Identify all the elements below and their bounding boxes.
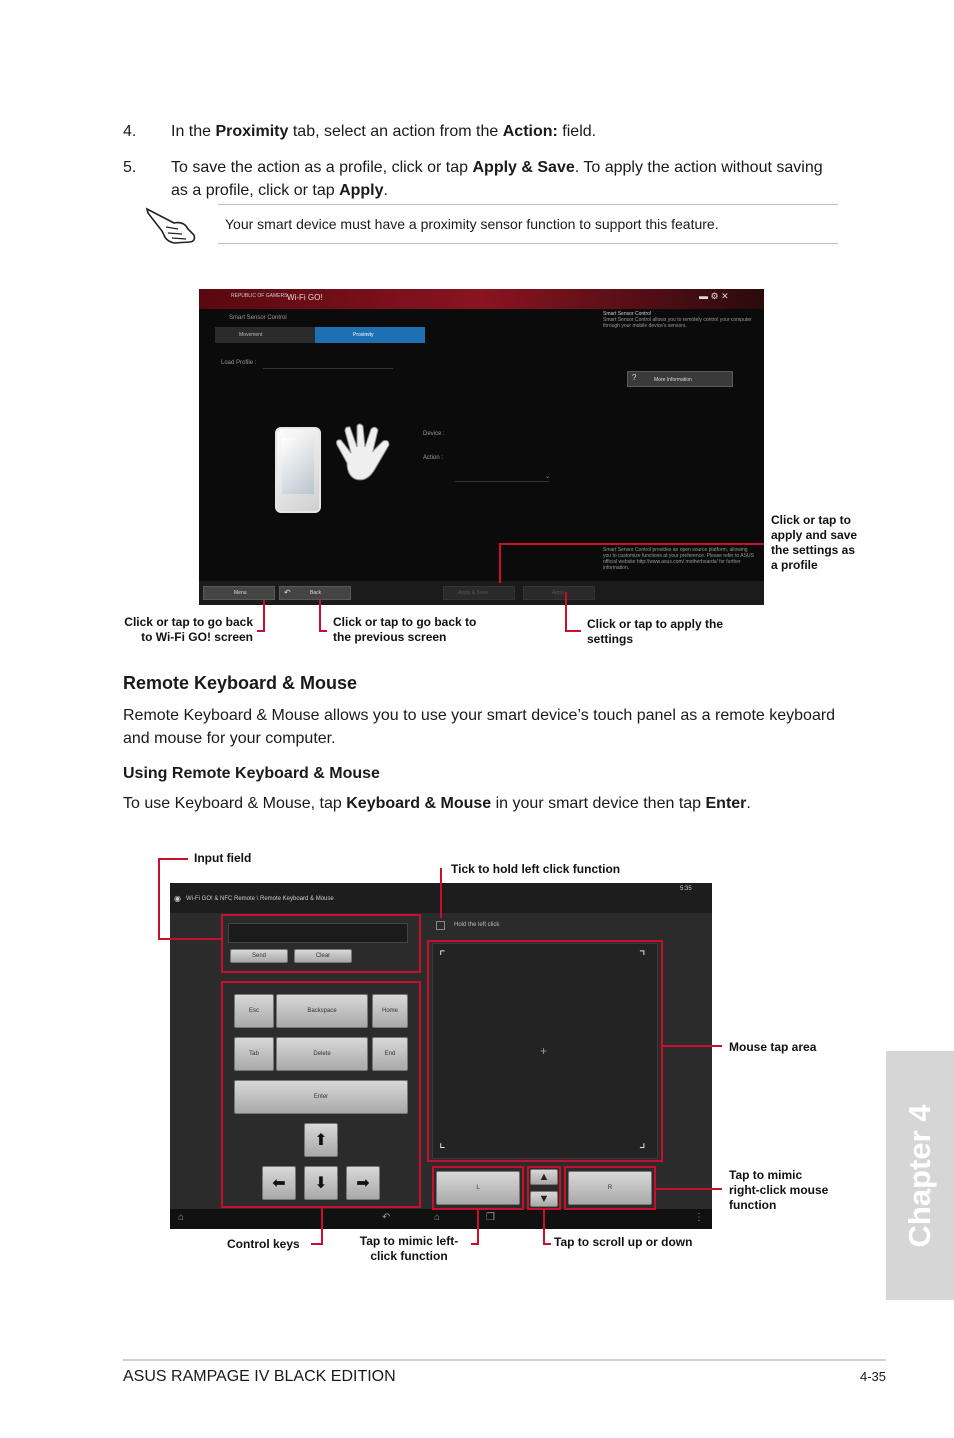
arrow-up-key[interactable]: ⬆ (304, 1123, 338, 1157)
callout-line (499, 543, 501, 583)
hold-left-click-label: Hold the left click (454, 922, 500, 928)
tab-movement[interactable]: Movement (239, 332, 263, 338)
app-title-bar (199, 289, 764, 309)
apply-button[interactable]: Apply (523, 586, 595, 600)
corner-mark: ⌝ (639, 948, 646, 964)
android-nav-bar (170, 1209, 712, 1229)
callout-line (477, 1210, 479, 1245)
highlight-input-field (221, 914, 421, 973)
clear-button[interactable]: Clear (294, 949, 352, 963)
callout-line (440, 868, 442, 918)
note-rule-top (218, 204, 838, 205)
crosshair-icon: + (540, 1044, 548, 1058)
callout-back: Click or tap to go back to the previous screen (333, 615, 477, 644)
arrow-down-key[interactable]: ⬇ (304, 1166, 338, 1200)
backspace-key[interactable]: Backspace (276, 994, 368, 1028)
wifi-go-proximity-screenshot (199, 289, 764, 605)
rog-logo-text: REPUBLIC OF GAMERS (231, 293, 288, 299)
section-title: Smart Sensor Control (229, 315, 287, 321)
side-info: Smart Sensor Control Smart Sensor Control allows you to remotely control your computer through your mobile device's sensors. (603, 311, 752, 329)
back-icon[interactable]: ↶ (382, 1212, 391, 1223)
pointing-hand-icon (144, 201, 202, 245)
section-instruction: To use Keyboard & Mouse, tap Keyboard & Mouse in your smart device then tap Enter. (123, 795, 751, 812)
hand-icon (333, 423, 395, 487)
hold-left-click-checkbox[interactable] (436, 921, 445, 930)
recent-apps-icon[interactable]: ❐ (486, 1212, 495, 1223)
apply-save-button[interactable]: Apply & Save (443, 586, 515, 600)
load-profile-label: Load Profile : (221, 360, 257, 366)
device-label: Device : (423, 431, 445, 437)
section-heading: Remote Keyboard & Mouse (123, 673, 358, 693)
step-number: 4. (123, 123, 137, 140)
chapter-label: Chapter 4 (902, 1104, 937, 1247)
action-select[interactable] (455, 473, 549, 482)
end-key[interactable]: End (372, 1037, 408, 1071)
home-icon[interactable]: ⌂ (178, 1212, 185, 1223)
menu-dots-icon[interactable]: ⋮ (694, 1212, 704, 1223)
arrow-left-key[interactable]: ⬅ (262, 1166, 296, 1200)
menu-button[interactable]: Menu (203, 586, 275, 600)
send-button[interactable]: Send (230, 949, 288, 963)
corner-mark: ⌞ (439, 1134, 446, 1150)
callout-line (319, 600, 321, 632)
callout-apply: Click or tap to apply the settings (587, 617, 724, 646)
window-controls[interactable]: ▬ ⚙ ✕ (699, 291, 729, 301)
phone-icon (275, 427, 321, 513)
action-label: Action : (423, 455, 444, 461)
callout-input-field: Input field (194, 851, 252, 865)
arrow-right-key[interactable]: ➡ (346, 1166, 380, 1200)
page-number: 4-35 (859, 1369, 886, 1384)
home-key[interactable]: Home (372, 994, 408, 1028)
highlight-left-click (432, 1166, 524, 1210)
scroll-up-button[interactable]: ▲ (530, 1169, 558, 1185)
footer-product: ASUS RAMPAGE IV BLACK EDITION (123, 1368, 396, 1385)
back-arrow-icon: ↶ (284, 588, 291, 597)
callout-hold: Tick to hold left click function (451, 862, 621, 876)
callout-line (471, 1243, 479, 1245)
highlight-mouse-area (427, 940, 663, 1162)
right-click-button[interactable]: R (568, 1171, 652, 1205)
left-click-button[interactable]: L (436, 1171, 520, 1205)
highlight-right-click (564, 1166, 656, 1210)
callout-line (543, 1210, 545, 1245)
more-information-button[interactable]: ? More Information (627, 371, 733, 387)
footer-rule (123, 1359, 886, 1361)
highlight-control-keys (221, 981, 421, 1208)
section-body: Remote Keyboard & Mouse allows you to use your smart device’s touch panel as a remote keyboard and mouse for your computer. (123, 707, 836, 747)
callout-line (311, 1243, 323, 1245)
callout-line (499, 543, 764, 545)
corner-mark: ⌟ (639, 1134, 646, 1150)
corner-mark: ⌜ (439, 948, 446, 964)
step-5 (123, 156, 843, 204)
enter-key[interactable]: Enter (234, 1080, 408, 1114)
callout-mouse-area: Mouse tap area (729, 1040, 817, 1054)
callout-line (656, 1188, 722, 1190)
delete-key[interactable]: Delete (276, 1037, 368, 1071)
step-number: 5. (123, 159, 137, 176)
tab-key[interactable]: Tab (234, 1037, 274, 1071)
callout-line (158, 858, 160, 940)
callout-line (257, 630, 265, 632)
home-nav-icon[interactable]: ⌂ (434, 1212, 441, 1223)
callout-scroll: Tap to scroll up or down (554, 1235, 693, 1249)
highlight-scroll (527, 1166, 561, 1210)
app-icon: ◉ (174, 894, 181, 903)
note-text: Your smart device must have a proximity sensor function to support this feature. (225, 216, 719, 232)
callout-line (319, 630, 327, 632)
status-time: 5:35 (680, 886, 692, 892)
note-rule-bottom (218, 243, 838, 244)
help-icon: ? (632, 373, 637, 382)
back-button[interactable]: ↶ Back (279, 586, 351, 600)
callout-menu: Click or tap to go back to Wi-Fi GO! screen (124, 615, 253, 644)
scroll-down-button[interactable]: ▼ (530, 1191, 558, 1207)
step-text: In the Proximity tab, select an action from the Action: field. (171, 123, 597, 140)
callout-line (158, 938, 221, 940)
callout-line (663, 1045, 722, 1047)
esc-key[interactable]: Esc (234, 994, 274, 1028)
callout-line (565, 592, 567, 632)
callout-right-click: Tap to mimic right-click mouse function (729, 1168, 829, 1212)
app-title: Wi-Fi GO! (287, 293, 323, 302)
callout-left-click: Tap to mimic left- click function (359, 1234, 459, 1263)
step-text: To save the action as a profile, click or tap Apply & Save. To apply the action without saving as a profile, click or tap Apply. (171, 159, 823, 199)
section-subheading: Using Remote Keyboard & Mouse (123, 765, 380, 782)
callout-control-keys: Control keys (227, 1237, 300, 1251)
chapter-tab (886, 1051, 954, 1300)
side-info-footer: Smart Sensor Control provides an open source platform, allowing you to customize functions at your preference. Please refer to ASUS official website http://www.asus.com/ motherboards/ for further information. (603, 547, 754, 571)
tab-proximity[interactable]: Proximity (315, 327, 425, 343)
callout-line (158, 858, 188, 860)
callout-line (321, 1208, 323, 1245)
header-title: Wi-Fi GO! & NFC Remote \ Remote Keyboard & Mouse (186, 896, 334, 902)
chevron-down-icon: ⌄ (545, 474, 551, 480)
callout-line (263, 600, 265, 632)
load-profile-select[interactable] (263, 359, 393, 369)
callout-apply-save: Click or tap to apply and save the settings as a profile (771, 513, 858, 572)
callout-line (565, 630, 581, 632)
callout-line (543, 1243, 551, 1245)
step-4 (123, 120, 843, 145)
